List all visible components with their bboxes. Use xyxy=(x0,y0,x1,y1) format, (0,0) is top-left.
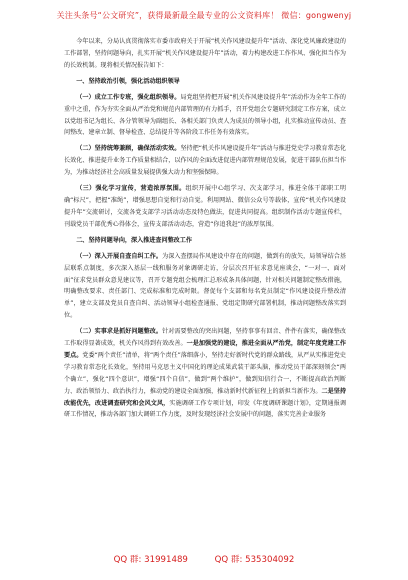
section-2-heading: 二、坚持问题导向，深入推进查问整改工作 xyxy=(76,236,192,244)
qq-group-2: QQ 群: 535304092 xyxy=(214,555,295,565)
s1-paragraph-1 xyxy=(64,92,346,140)
s1-paragraph-3 xyxy=(64,183,346,231)
s2p1-body: 为深入查摆局作风建设中存在的问题，做到有的放矢，局领导结合基层联系点制度，多次深入基层一线和服务对象调研走访，分层次召开征求意见座谈会，“一对一、面对面”征求党员群众意见建议等，召开专题党组会梳理汇总形成条具体问题，针对相关问题制定整改措施，明确整改要求、责任部门、完成标准和完成时限。督促每个支部和每名党员制定“作风建设提升整改清单”，建立支部及党员自查自纠、活动领导小组检查通报、党组定期研究部署机制，推动问题整改落实到位。 xyxy=(64,252,347,320)
s1p1-body: 局党组坚持把开展“机关作风建设提升年”活动作为全年工作的重中之重，作为夯实全面从严治党和规范内部管理的有力抓手，召开党组会专题研究制定工作方案，成立以党组书记为组长、各分管领导为副组长、各相关部门负责人为成员的领导小组，扎实推动宣传动员、查问整改、建章立制、督导检查、总结提升等各阶段工作任务有效落实。 xyxy=(64,93,346,137)
s1p2-lead: （二）坚持统筹兼顾，确保活动实效。 xyxy=(76,145,181,153)
s1-paragraph-2 xyxy=(64,143,346,179)
s1p3-lead: （三）强化学习宣传，营造浓厚氛围。 xyxy=(76,185,186,193)
s2p1-lead: （一）深入开展自查自纠工作。 xyxy=(76,252,163,260)
promo-header: 关注头条号“公文研究”，获得最新最全最专业的公文资料库！ 微信：gongwenyj xyxy=(56,11,352,20)
s2p2-body-3: 实施调研工作专项计划，印发《年度调研课题计划》，定期通报调研工作情况，推动各部门加大调研工作力度，及时发现经济社会发展中的问题，落实完善企业服务 xyxy=(64,399,347,419)
s2-paragraph-1 xyxy=(64,251,346,322)
s1p3-body: 组织开展中心组学习、次支部学习，推进全体干部职工明确“标尺”，把握“准绳”，增强思想自觉和行动自觉。利用网站、微信公众号等载体，宣传“机关作风建设提升年”交流研讨，交流各党支部学习活动动态及特色做法，促进共同提高。组织制作活动专题宣传栏，刊载党员干部优秀心得体会，宣传支部活动动态，营造“你追我赶”的浓厚氛围。 xyxy=(64,185,347,228)
section-1-heading: 一、坚持政治引领，强化活动组织领导 xyxy=(76,77,180,85)
s2p2-bold-2: 二是坚持改能优先，改进调查研究和会风文风， xyxy=(64,387,347,407)
intro-paragraph: 今年以来，分局认真贯彻落实市委市政府关于开展“机关作风建设提升年”活动、深化党风廉政建设的工作部署，坚持问题导向，扎实开展“机关作风建设提升年”活动，着力构建改进工作作风、强化担当作为的长效机制。现将相关情况报告如下： xyxy=(64,38,346,69)
qq-group-1: QQ 群: 31991489 xyxy=(113,555,188,565)
s1p1-lead: （一）成立工作专班，强化组织领导。 xyxy=(76,93,181,101)
s2p2-bold-1: 一是加强党的建设，推进全面从严治党，制定年度党建工作要点。 xyxy=(64,340,346,359)
s1p2-body: 坚持把“机关作风建设提升年”活动与推进党史学习教育常态化长效化、推进提升业务工作质量相结合，以作风的全面改进促进内部管理规范发展，促进干部队伍担当作为，为推动经济社会高质量发展提供强大动力和坚强保障。 xyxy=(64,145,346,177)
s2p2-lead: （二）实事求是抓好问题整改。 xyxy=(76,328,163,336)
promo-footer xyxy=(0,553,408,565)
s2-paragraph-2 xyxy=(64,326,346,421)
document-body xyxy=(64,36,346,421)
s2p2-body-2: 党委“两个责任”清单，将“两个责任”落细落小，坚持走好新时代党的群众路线，从严从实推进党史学习教育常态化长效化，坚持用马克思主义中国化的理论成果武装干部头脑，推动党员干部深刻领会“两个确立”，强化“四个意识”，增强“四个自信”，做到“两个维护”，做到知信行合一，不断提高政治判断力、政治领悟力、政治执行力，推动党的建设全面加强，推动新时代新征程上的新担当新作为。 xyxy=(64,351,347,395)
s2p2-body: 针对需要整改的突出问题，坚持事事有回音、件件有落实，确保整改工作取得显著成效，机关作风得到有效改善。 xyxy=(64,328,347,348)
